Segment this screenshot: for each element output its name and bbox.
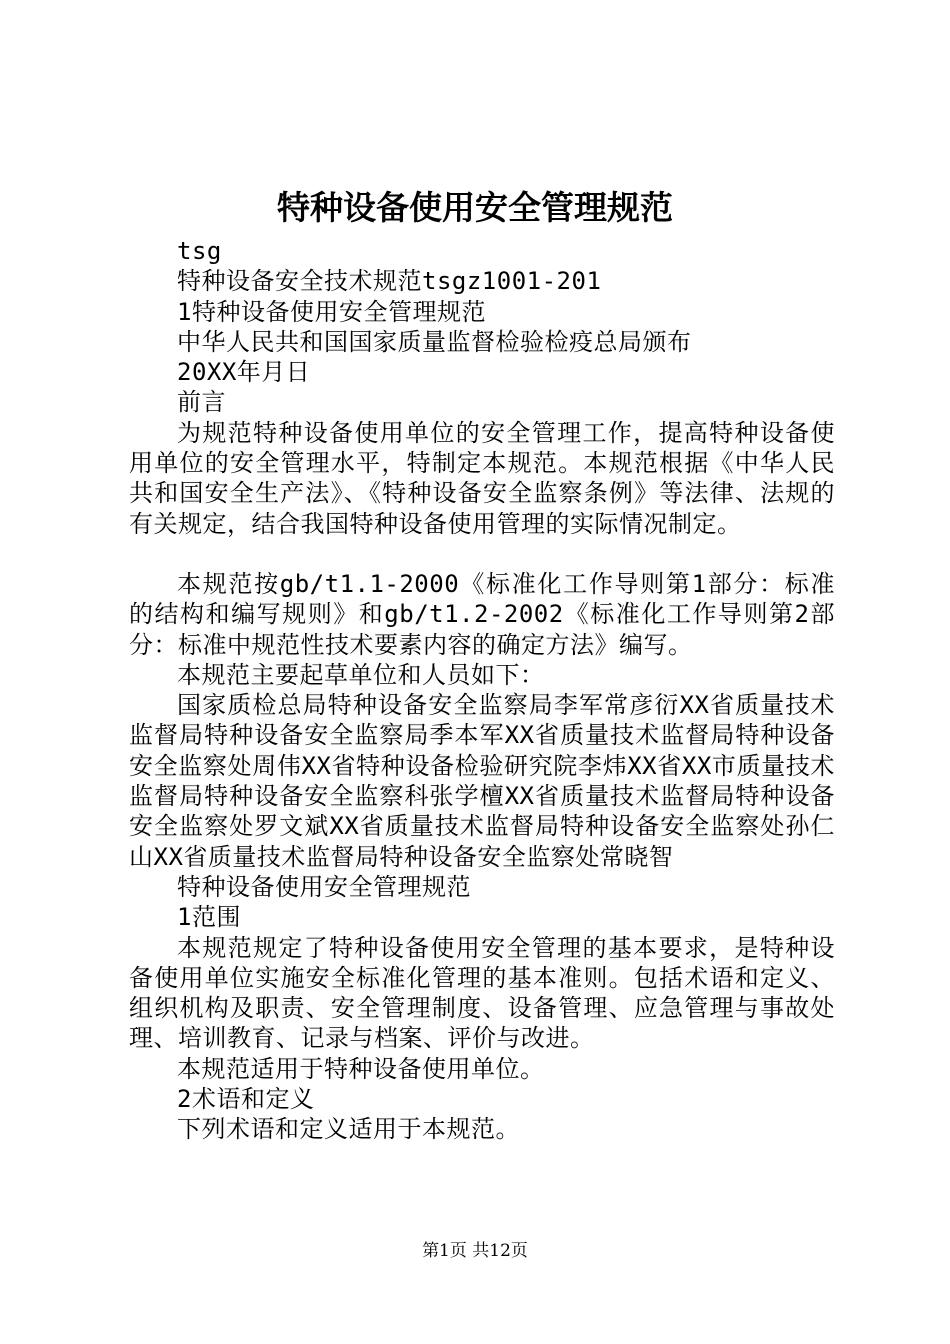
paragraph: 20XX年月日 — [177, 358, 311, 387]
section-heading: 1范围 — [177, 903, 241, 932]
document-body — [129, 236, 835, 1145]
document-title: 特种设备使用安全管理规范 — [277, 188, 673, 227]
paragraph: 1特种设备使用安全管理规范 — [177, 297, 486, 326]
paragraph: 为规范特种设备使用单位的安全管理工作，提高特种设备使用单位的安全管理水平，特制定本规范。本规范根据《中华人民共和国安全生产法》、《特种设备安全监察条例》等法律、法规的有关规定，结合我国特种设备使用管理的实际情况制定。 — [129, 418, 835, 538]
paragraph: 国家质检总局特种设备安全监察局李军常彦衍XX省质量技术监督局特种设备安全监察局季本军XX省质量技术监督局特种设备安全监察处周伟XX省特种设备检验研究院李炜XX省XX市质量技术监督局特种设备安全监察科张学檀XX省质量技术监督局特种设备安全监察处罗文斌XX省质量技术监督局特种设备安全监察处孙仁山XX省质量技术监督局特种设备安全监察处常晓智 — [129, 691, 835, 871]
paragraph: 中华人民共和国国家质量监督检验检疫总局颁布 — [177, 327, 692, 356]
page-footer: 第1页 共12页 — [422, 1241, 528, 1261]
paragraph: 本规范按gb/t1.1-2000《标准化工作导则第1部分：标准的结构和编写规则》和gb/t1.2-2002《标准化工作导则第2部分：标准中规范性技术要素内容的确定方法》编写。 — [129, 569, 835, 659]
paragraph: 特种设备使用安全管理规范 — [177, 872, 471, 901]
paragraph: 下列术语和定义适用于本规范。 — [177, 1115, 520, 1144]
paragraph: 本规范规定了特种设备使用安全管理的基本要求，是特种设备使用单位实施安全标准化管理的基本准则。包括术语和定义、组织机构及职责、安全管理制度、设备管理、应急管理与事故处理、培训教育、记录与档案、评价与改进。 — [129, 933, 835, 1053]
section-heading: 2术语和定义 — [177, 1085, 315, 1114]
paragraph: 本规范适用于特种设备使用单位。 — [177, 1054, 545, 1083]
section-heading: 前言 — [177, 388, 226, 417]
paragraph: 特种设备安全技术规范tsgz1001-201 — [177, 267, 602, 296]
paragraph: tsg — [177, 237, 222, 265]
paragraph: 本规范主要起草单位和人员如下： — [177, 660, 545, 689]
